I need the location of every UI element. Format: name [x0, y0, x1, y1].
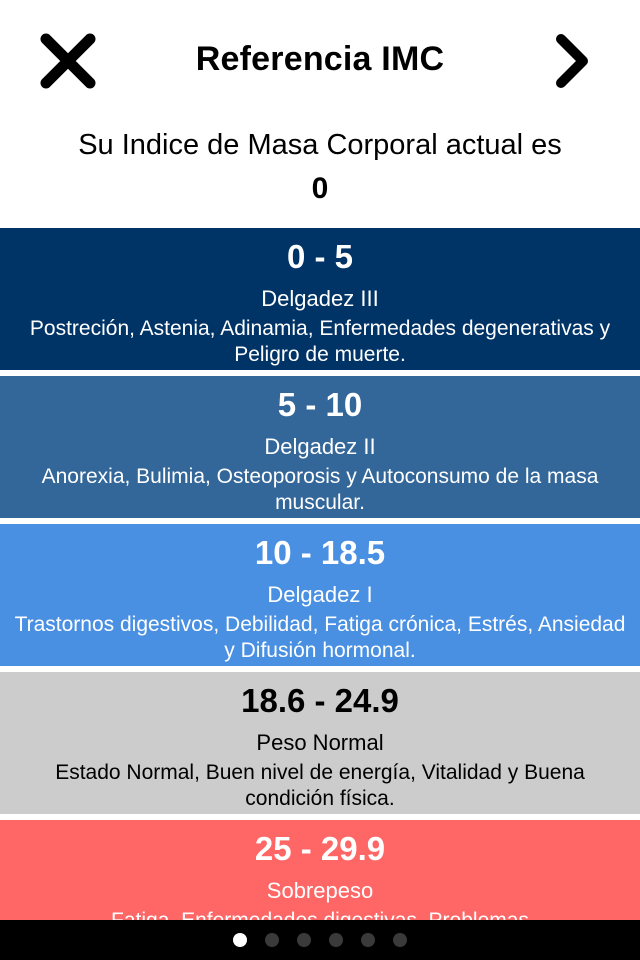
next-button[interactable] [552, 31, 592, 91]
range-value: 10 - 18.5 [254, 534, 386, 571]
page-indicator [0, 920, 640, 960]
current-bmi-value: 0 [311, 172, 329, 205]
range-description: Trastornos digestivos, Debilidad, Fatiga crónica, Estrés, Ansiedad y Difusión hormonal. [14, 613, 626, 662]
range-category: Delgadez III [261, 286, 379, 311]
bmi-range-card [0, 228, 640, 370]
range-category: Sobrepeso [266, 878, 374, 903]
range-category: Delgadez I [267, 582, 373, 607]
bmi-range-card [0, 672, 640, 814]
range-value: 0 - 5 [286, 238, 354, 275]
page-title: Referencia IMC [195, 40, 445, 78]
current-bmi-summary [0, 125, 640, 213]
page-dot[interactable] [329, 933, 343, 947]
range-value: 18.6 - 24.9 [241, 682, 399, 719]
current-bmi-label: Su Indice de Masa Corporal actual es [78, 129, 562, 161]
page-dot[interactable] [297, 933, 311, 947]
range-value: 5 - 10 [277, 386, 363, 423]
range-description: Postreción, Astenia, Adinamia, Enfermedades degenerativas y Peligro de muerte. [29, 317, 611, 366]
bmi-range-list [0, 228, 640, 960]
header [0, 0, 640, 120]
page-dot[interactable] [393, 933, 407, 947]
range-category: Peso Normal [256, 730, 384, 755]
page-dot[interactable] [233, 933, 247, 947]
range-value: 25 - 29.9 [254, 830, 386, 867]
chevron-right-icon [552, 31, 592, 91]
page-dot[interactable] [361, 933, 375, 947]
range-description: Anorexia, Bulimia, Osteoporosis y Autoconsumo de la masa muscular. [41, 465, 599, 514]
range-description: Estado Normal, Buen nivel de energía, Vitalidad y Buena condición física. [55, 761, 585, 810]
page-dot[interactable] [265, 933, 279, 947]
bmi-range-card [0, 376, 640, 518]
bmi-range-card [0, 524, 640, 666]
range-category: Delgadez II [264, 434, 376, 459]
